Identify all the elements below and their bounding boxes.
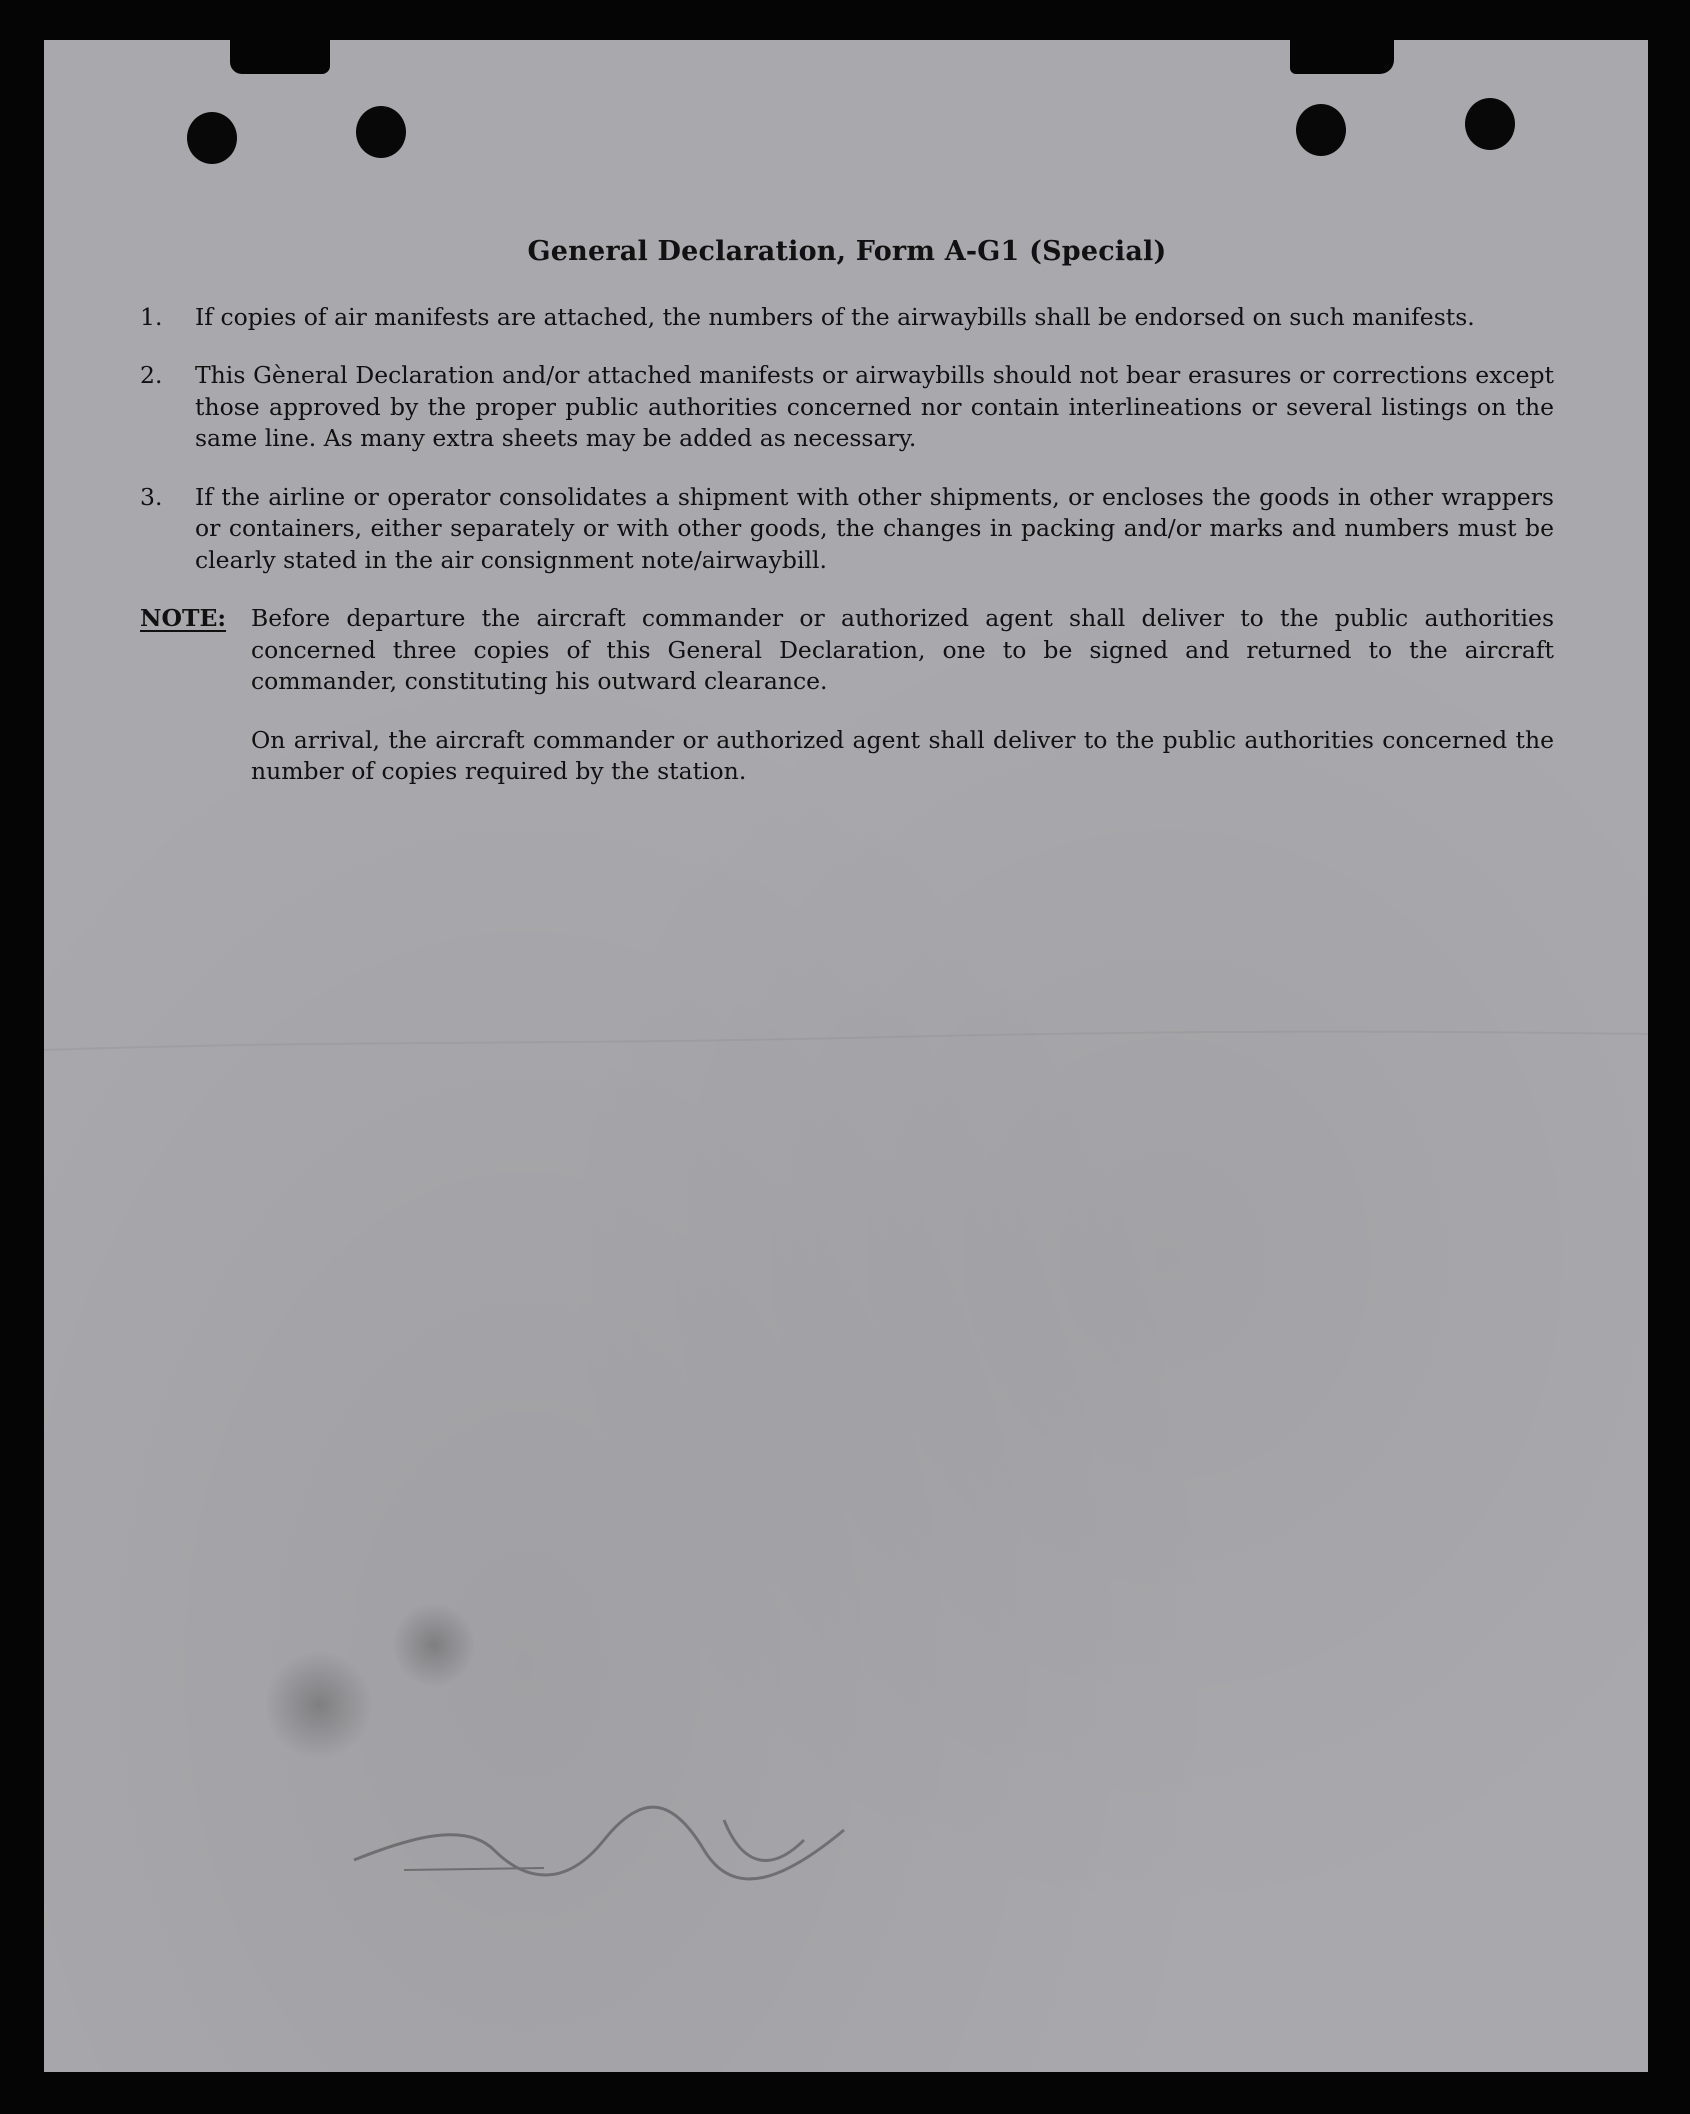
declaration-content: [140, 236, 1554, 815]
note-body: [251, 603, 1554, 815]
item-number: 2.: [140, 361, 163, 389]
item-number: 1.: [140, 302, 163, 331]
torn-tab-right: [1290, 40, 1394, 74]
punch-hole: [1465, 98, 1515, 150]
note-paragraph: On arrival, the aircraft commander or authorized agent shall deliver to the public authorities concerned the number of copies required by the station.: [251, 725, 1554, 785]
document-sheet: [44, 40, 1648, 2072]
punch-hole: [1296, 104, 1346, 156]
punch-hole: [187, 112, 237, 164]
punch-hole: [356, 106, 406, 158]
page-title: General Declaration, Form A-G1 (Special): [527, 236, 1167, 267]
item-number: 3.: [140, 482, 163, 511]
item-text: If the airline or operator consolidates a shipment with other shipments, or encloses the goods in other wrappers or containers, either separately or with other goods, the changes in packing and/or marks and numbers must be clearly stated in the air consignment note/airwaybill.: [195, 482, 1554, 574]
torn-tab-left: [230, 40, 330, 74]
list-item: [140, 360, 1554, 455]
bleed-through-stamp: [264, 1650, 374, 1760]
list-item: [140, 302, 1554, 334]
bleed-through-signature: [344, 1780, 864, 1900]
note-paragraph: Before departure the aircraft commander or authorized agent shall deliver to the public authorities concerned three copies of this General Declaration, one to be signed and returned to the aircraft commander, constituting his outward clearance.: [251, 604, 1554, 695]
item-text: This Gèneral Declaration and/or attached manifests or airwaybills should not bear erasures or corrections except those approved by the proper public authorities concerned nor contain interlineations or several listings on the same line. As many extra sheets may be added as necessary.: [195, 361, 1554, 452]
note-label-text: NOTE:: [140, 604, 227, 632]
fold-crease: [44, 1020, 1648, 1060]
note-label: [140, 603, 251, 815]
item-text: If copies of air manifests are attached, the numbers of the airwaybills shall be endorsed on such manifests.: [195, 302, 1475, 331]
list-item: [140, 482, 1554, 577]
note-section: [140, 603, 1554, 815]
bleed-through-stamp: [394, 1600, 474, 1690]
